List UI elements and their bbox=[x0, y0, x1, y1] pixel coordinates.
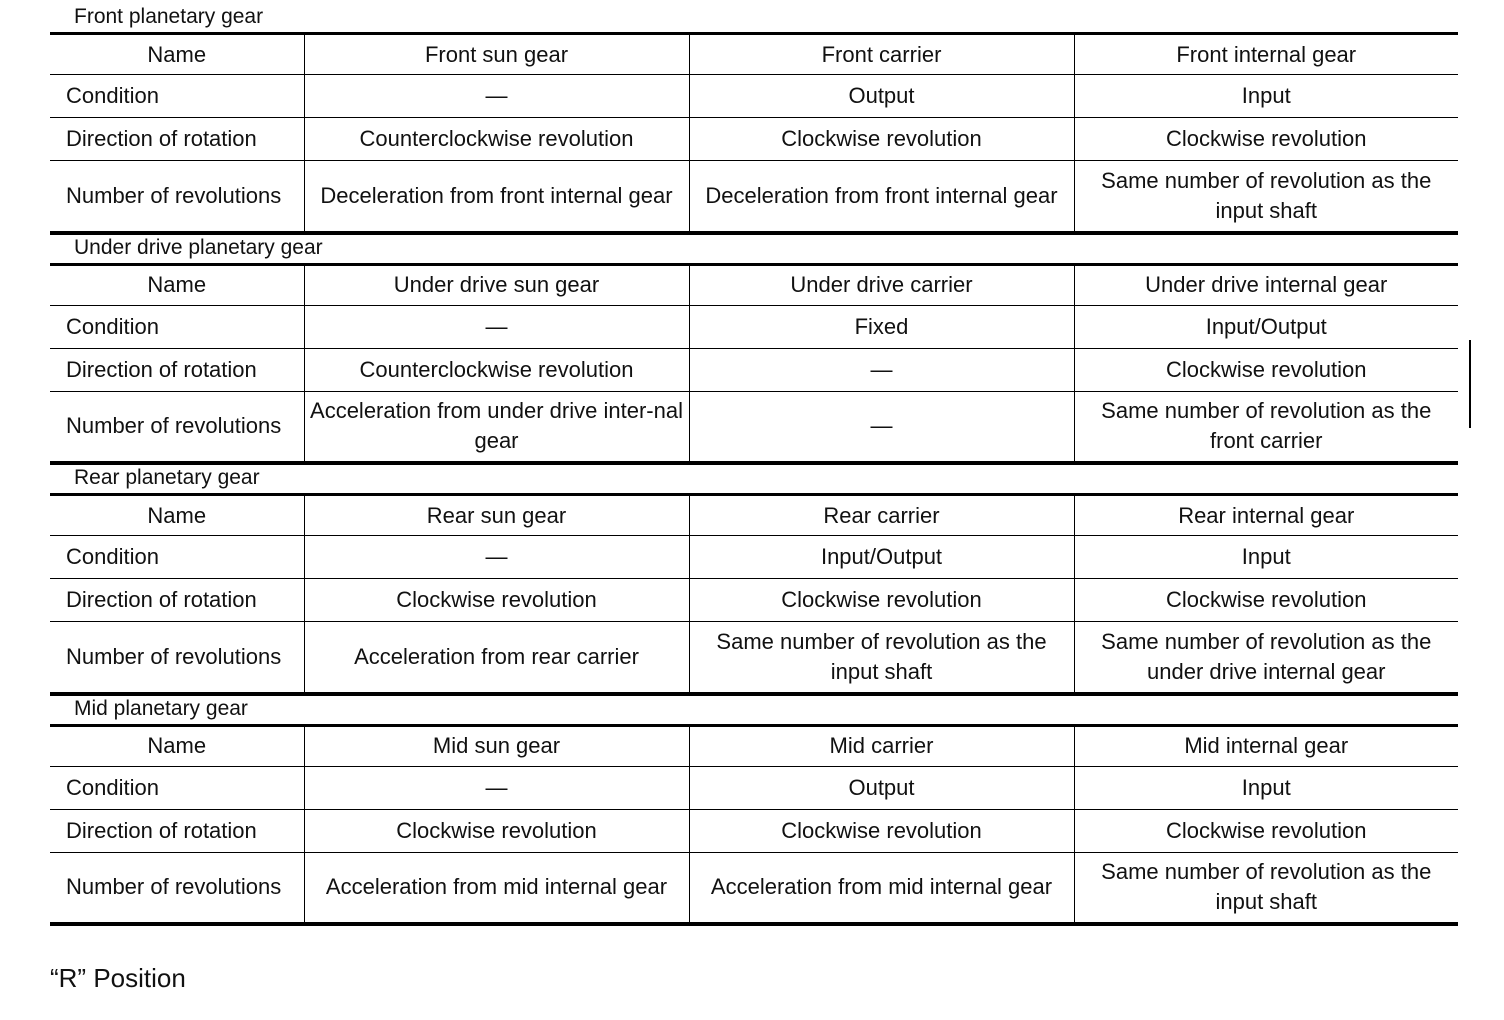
row-label: Number of revolutions bbox=[50, 852, 304, 924]
table-cell: Input bbox=[1074, 766, 1458, 809]
header-cell: Mid internal gear bbox=[1074, 725, 1458, 766]
mid-planetary-gear-table bbox=[50, 724, 1458, 927]
row-label: Number of revolutions bbox=[50, 622, 304, 694]
table-cell: Acceleration from under drive inter-nal gear bbox=[304, 391, 689, 463]
front-planetary-gear-section bbox=[50, 4, 1458, 235]
table-cell: Same number of revolution as the front carrier bbox=[1074, 391, 1458, 463]
table-cell: — bbox=[689, 348, 1074, 391]
under-drive-planetary-gear-section bbox=[50, 235, 1458, 466]
mid-planetary-gear-section bbox=[50, 696, 1458, 927]
front-planetary-gear-table bbox=[50, 32, 1458, 235]
table-cell: — bbox=[304, 766, 689, 809]
table-cell: Input bbox=[1074, 536, 1458, 579]
header-cell: Rear carrier bbox=[689, 495, 1074, 536]
section-title: Front planetary gear bbox=[74, 5, 264, 28]
table-row bbox=[50, 391, 1458, 463]
table-row bbox=[50, 75, 1458, 118]
position-heading: “R” Position bbox=[50, 963, 186, 993]
table-header-row bbox=[50, 34, 1458, 75]
table-header-row bbox=[50, 264, 1458, 305]
table-cell: Counterclockwise revolution bbox=[304, 348, 689, 391]
table-row bbox=[50, 809, 1458, 852]
table-cell: — bbox=[304, 305, 689, 348]
header-cell: Front sun gear bbox=[304, 34, 689, 75]
table-row bbox=[50, 536, 1458, 579]
header-cell: Rear internal gear bbox=[1074, 495, 1458, 536]
table-header-row bbox=[50, 725, 1458, 766]
header-cell: Name bbox=[50, 264, 304, 305]
table-cell: — bbox=[304, 75, 689, 118]
row-label: Condition bbox=[50, 75, 304, 118]
table-cell: Same number of revolution as the under drive internal gear bbox=[1074, 622, 1458, 694]
table-cell: Output bbox=[689, 766, 1074, 809]
header-cell: Mid carrier bbox=[689, 725, 1074, 766]
table-cell: — bbox=[304, 536, 689, 579]
rear-planetary-gear-table bbox=[50, 493, 1458, 696]
table-cell: — bbox=[689, 391, 1074, 463]
table-row bbox=[50, 305, 1458, 348]
table-row bbox=[50, 622, 1458, 694]
table-cell: Input bbox=[1074, 75, 1458, 118]
table-cell: Deceleration from front internal gear bbox=[304, 161, 689, 233]
header-cell: Under drive sun gear bbox=[304, 264, 689, 305]
header-cell: Front carrier bbox=[689, 34, 1074, 75]
section-title: Mid planetary gear bbox=[74, 696, 248, 720]
header-cell: Name bbox=[50, 725, 304, 766]
table-cell: Deceleration from front internal gear bbox=[689, 161, 1074, 233]
row-label: Condition bbox=[50, 766, 304, 809]
table-cell: Counterclockwise revolution bbox=[304, 118, 689, 161]
row-label: Condition bbox=[50, 305, 304, 348]
row-label: Direction of rotation bbox=[50, 579, 304, 622]
row-label: Direction of rotation bbox=[50, 809, 304, 852]
header-cell: Front internal gear bbox=[1074, 34, 1458, 75]
table-cell: Acceleration from mid internal gear bbox=[304, 852, 689, 924]
table-cell: Clockwise revolution bbox=[689, 809, 1074, 852]
table-cell: Output bbox=[689, 75, 1074, 118]
header-cell: Rear sun gear bbox=[304, 495, 689, 536]
header-cell: Mid sun gear bbox=[304, 725, 689, 766]
table-row bbox=[50, 161, 1458, 233]
row-label: Number of revolutions bbox=[50, 161, 304, 233]
header-cell: Name bbox=[50, 34, 304, 75]
table-cell: Clockwise revolution bbox=[689, 579, 1074, 622]
table-cell: Clockwise revolution bbox=[1074, 809, 1458, 852]
table-row bbox=[50, 118, 1458, 161]
table-cell: Input/Output bbox=[689, 536, 1074, 579]
rear-planetary-gear-section bbox=[50, 465, 1458, 696]
header-cell: Under drive carrier bbox=[689, 264, 1074, 305]
under-drive-planetary-gear-table bbox=[50, 263, 1458, 466]
row-label: Direction of rotation bbox=[50, 118, 304, 161]
table-cell: Clockwise revolution bbox=[1074, 118, 1458, 161]
table-cell: Acceleration from mid internal gear bbox=[689, 852, 1074, 924]
row-label: Number of revolutions bbox=[50, 391, 304, 463]
change-bar-marker bbox=[1469, 340, 1471, 428]
table-cell: Clockwise revolution bbox=[689, 118, 1074, 161]
table-cell: Fixed bbox=[689, 305, 1074, 348]
table-cell: Acceleration from rear carrier bbox=[304, 622, 689, 694]
document-body bbox=[50, 4, 1458, 926]
table-cell: Same number of revolution as the input shaft bbox=[1074, 161, 1458, 233]
table-row bbox=[50, 579, 1458, 622]
section-title: Rear planetary gear bbox=[74, 466, 260, 489]
table-row bbox=[50, 348, 1458, 391]
table-cell: Clockwise revolution bbox=[1074, 579, 1458, 622]
table-row bbox=[50, 766, 1458, 809]
table-cell: Clockwise revolution bbox=[304, 579, 689, 622]
table-cell: Same number of revolution as the input shaft bbox=[1074, 852, 1458, 924]
table-cell: Clockwise revolution bbox=[304, 809, 689, 852]
table-header-row bbox=[50, 495, 1458, 536]
table-cell: Input/Output bbox=[1074, 305, 1458, 348]
header-cell: Under drive internal gear bbox=[1074, 264, 1458, 305]
table-cell: Clockwise revolution bbox=[1074, 348, 1458, 391]
section-title: Under drive planetary gear bbox=[74, 235, 323, 259]
row-label: Direction of rotation bbox=[50, 348, 304, 391]
table-row bbox=[50, 852, 1458, 924]
table-cell: Same number of revolution as the input shaft bbox=[689, 622, 1074, 694]
row-label: Condition bbox=[50, 536, 304, 579]
header-cell: Name bbox=[50, 495, 304, 536]
